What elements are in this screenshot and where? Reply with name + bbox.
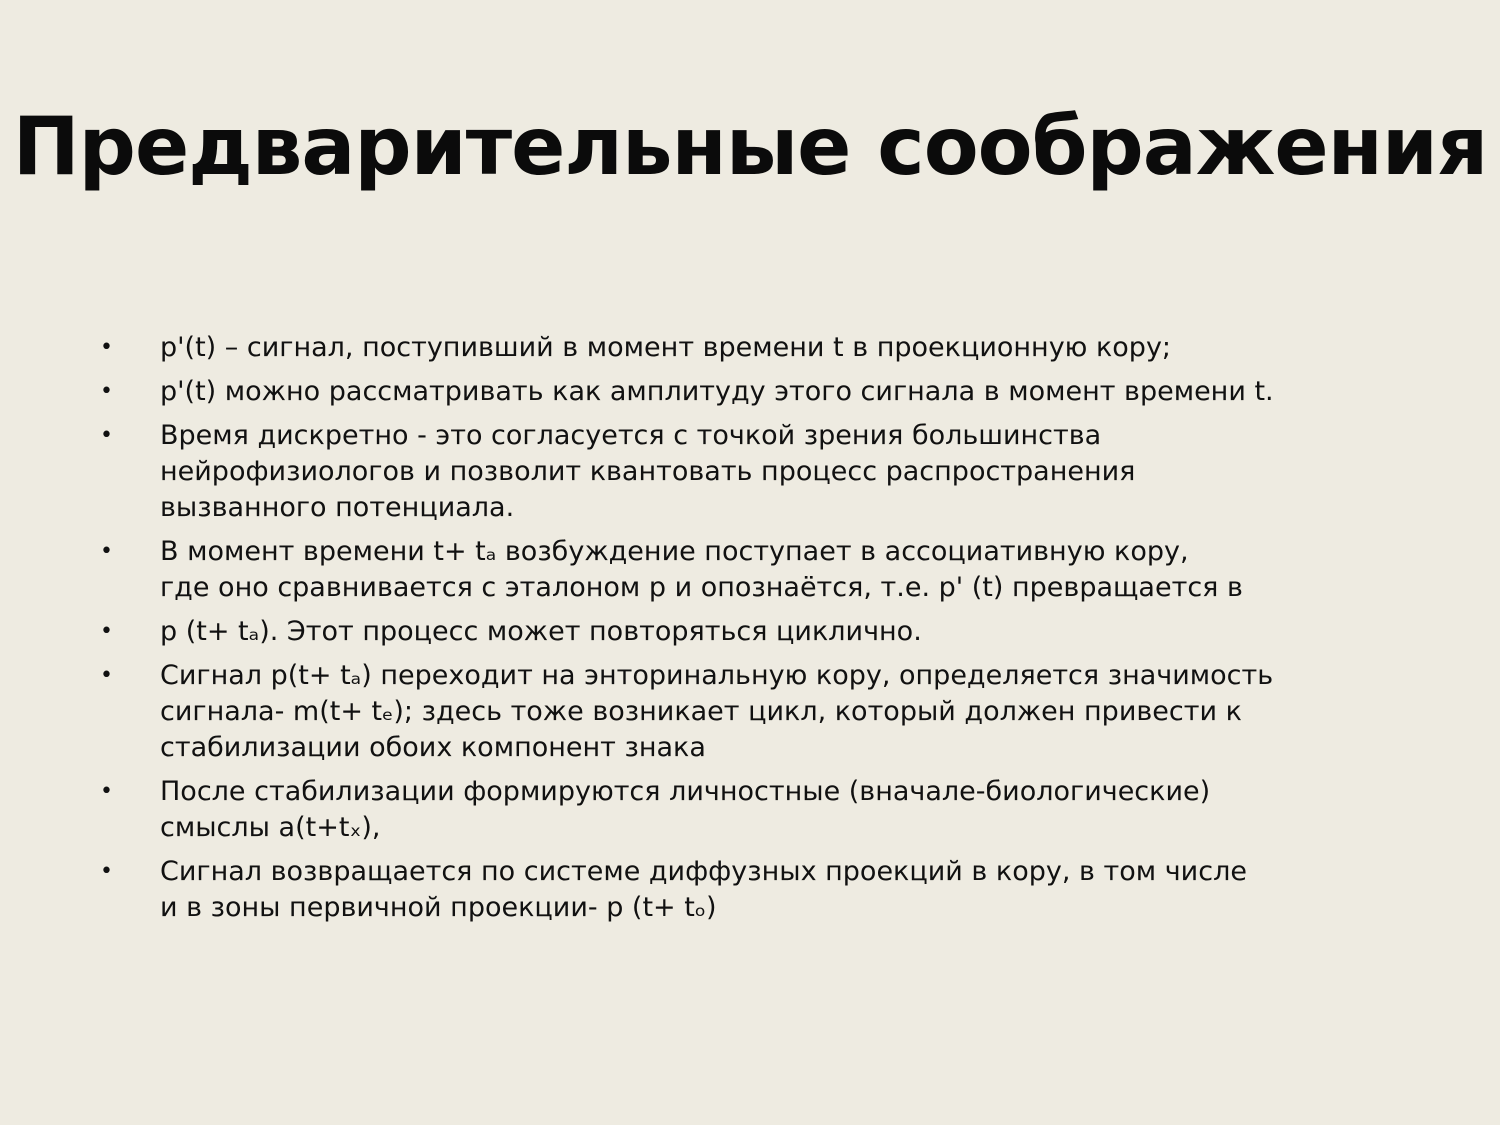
bullet-item — [100, 614, 1440, 650]
bullet-item — [100, 330, 1440, 366]
bullet-item — [100, 418, 1440, 526]
bullet-dot-icon: • — [100, 859, 113, 884]
bullet-text-line: вызванного потенциала. — [160, 492, 515, 523]
bullet-list — [100, 330, 1440, 934]
bullet-item — [100, 774, 1440, 846]
bullet-dot-icon: • — [100, 539, 113, 564]
bullet-dot-icon: • — [100, 379, 113, 404]
bullet-item — [100, 534, 1440, 606]
bullet-text-line: В момент времени t+ tₐ возбуждение поступает в ассоциативную кору, — [160, 536, 1189, 567]
bullet-dot-icon: • — [100, 779, 113, 804]
bullet-text-line: p'(t) – сигнал, поступивший в момент времени t в проекционную кору; — [160, 332, 1172, 363]
bullet-text-line: p (t+ tₐ). Этот процесс может повторяться циклично. — [160, 616, 922, 647]
bullet-text-line: Сигнал возвращается по системе диффузных проекций в кору, в том числе — [160, 856, 1247, 887]
bullet-text-line: и в зоны первичной проекции- p (t+ tₒ) — [160, 892, 717, 923]
slide-title: Предварительные соображения — [12, 100, 1488, 193]
bullet-text-line: сигнала- m(t+ tₑ); здесь тоже возникает цикл, который должен привести к — [160, 696, 1242, 727]
bullet-text-line: стабилизации обоих компонент знака — [160, 732, 706, 763]
bullet-item — [100, 854, 1440, 926]
bullet-item — [100, 374, 1440, 410]
bullet-text-line: смыслы a(t+tₓ), — [160, 812, 381, 843]
bullet-dot-icon: • — [100, 335, 113, 360]
bullet-dot-icon: • — [100, 423, 113, 448]
bullet-text-line: p'(t) можно рассматривать как амплитуду этого сигнала в момент времени t. — [160, 376, 1274, 407]
bullet-dot-icon: • — [100, 619, 113, 644]
bullet-text-line: где оно сравнивается с эталоном p и опознаётся, т.е. p' (t) превращается в — [160, 572, 1243, 603]
bullet-item — [100, 658, 1440, 766]
bullet-text-line: Сигнал p(t+ tₐ) переходит на энторинальную кору, определяется значимость — [160, 660, 1274, 691]
bullet-text-line: После стабилизации формируются личностные (вначале-биологические) — [160, 776, 1211, 807]
bullet-text-line: Время дискретно - это согласуется с точкой зрения большинства — [160, 420, 1102, 451]
bullet-text-line: нейрофизиологов и позволит квантовать процесс распространения — [160, 456, 1136, 487]
bullet-dot-icon: • — [100, 663, 113, 688]
